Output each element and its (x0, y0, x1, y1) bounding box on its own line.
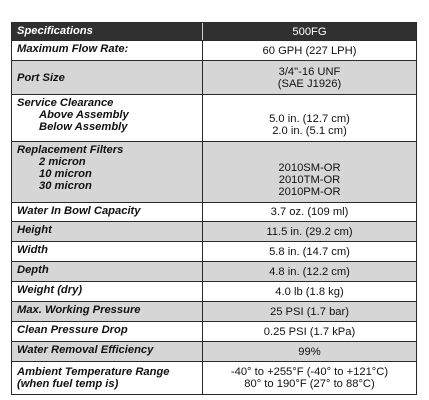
table-row (12, 322, 416, 342)
row-value: -40° to +255°F (-40° to +121°C) 80° to 190°F (27° to 88°C) (230, 366, 389, 390)
row-label: Max. Working Pressure (12, 302, 203, 321)
table-row (12, 142, 416, 203)
table-row (12, 41, 416, 61)
row-label: Service Clearance Above Assembly Below Assembly (12, 95, 203, 141)
row-value: 5.8 in. (14.7 cm) (269, 245, 350, 258)
table-row (12, 242, 416, 262)
table-row (12, 203, 416, 222)
specifications-table (11, 22, 417, 395)
row-label: Water Removal Efficiency (12, 342, 203, 361)
row-value: 4.8 in. (12.2 cm) (203, 262, 416, 281)
row-label: Clean Pressure Drop (12, 322, 203, 341)
table-row (12, 222, 416, 242)
row-value: 4.0 lb (1.8 kg) (275, 285, 344, 298)
row-label: Maximum Flow Rate: (12, 41, 203, 60)
row-value: 60 GPH (227 LPH) (262, 44, 357, 57)
row-value: 3/4"-16 UNF (SAE J1926) (203, 61, 416, 94)
row-value: 25 PSI (1.7 bar) (203, 302, 416, 321)
table-row (12, 342, 416, 362)
row-value: 3.7 oz. (109 ml) (270, 206, 349, 218)
table-row (12, 282, 416, 302)
row-value: 2010SM-OR 2010TM-OR 2010PM-OR (203, 142, 416, 202)
table-row (12, 262, 416, 282)
row-value: 11.5 in. (29.2 cm) (203, 222, 416, 241)
table-row (12, 362, 416, 394)
row-label: Depth (12, 262, 203, 281)
table-header-row (12, 23, 416, 41)
table-row (12, 95, 416, 142)
table-row (12, 61, 416, 95)
row-value: 99% (203, 342, 416, 361)
row-value: 5.0 in. (12.7 cm) 2.0 in. (5.1 cm) (269, 113, 350, 137)
header-model: 500FG (203, 23, 416, 40)
row-label: Weight (dry) (12, 282, 203, 301)
row-label: Water In Bowl Capacity (12, 203, 203, 221)
row-label: Replacement Filters 2 micron 10 micron 30 micron (12, 142, 203, 202)
row-label: Ambient Temperature Range (when fuel temp is) (12, 362, 203, 394)
row-value: 0.25 PSI (1.7 kPa) (263, 325, 356, 338)
header-label: Specifications (12, 23, 203, 40)
row-label: Height (12, 222, 203, 241)
row-label: Port Size (12, 61, 203, 94)
row-label: Width (12, 242, 203, 261)
table-row (12, 302, 416, 322)
